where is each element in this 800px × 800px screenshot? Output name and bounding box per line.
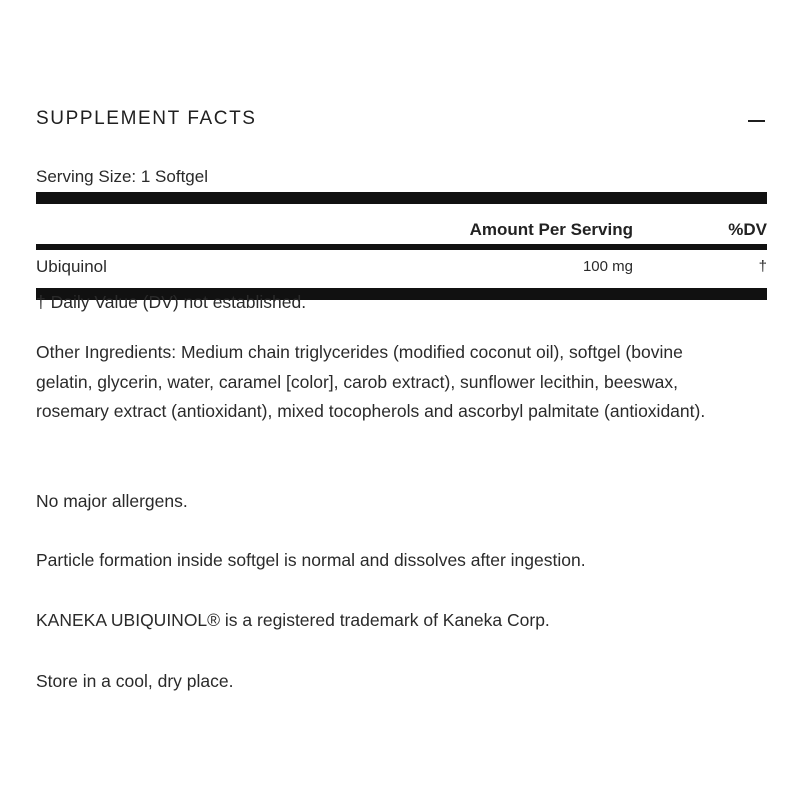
storage-instructions: Store in a cool, dry place. xyxy=(36,671,234,691)
nutrient-amount: 100 mg xyxy=(582,258,633,275)
other-ingredients: Other Ingredients: Medium chain triglycerides (modified coconut oil), softgel (bovine gelatin, glycerin, water, caramel [color], carob extract), sunflower lecithin, beeswax, rosemary extract (antioxidant), mixed tocopherols and ascorbyl palmitate (antioxidant). xyxy=(36,342,706,421)
amount-per-serving-header: Amount Per Serving xyxy=(469,220,633,239)
nutrient-name: Ubiquinol xyxy=(36,257,107,276)
table-row xyxy=(36,250,767,288)
dv-footnote: † Daily Value (DV) not established. xyxy=(36,292,307,312)
table-header-row xyxy=(36,204,767,244)
nutrient-dv: † xyxy=(758,258,767,275)
section-title: SUPPLEMENT FACTS xyxy=(36,108,257,129)
serving-size: Serving Size: 1 Softgel xyxy=(36,167,208,186)
supplement-facts-table xyxy=(36,192,767,300)
trademark-note: KANEKA UBIQUINOL® is a registered trademark of Kaneka Corp. xyxy=(36,610,550,630)
particle-note: Particle formation inside softgel is normal and dissolves after ingestion. xyxy=(36,550,586,570)
supplement-facts-accordion-header[interactable] xyxy=(36,104,766,134)
allergen-statement: No major allergens. xyxy=(36,491,188,511)
daily-value-header: %DV xyxy=(728,220,767,239)
table-top-rule xyxy=(36,192,767,204)
minus-icon[interactable] xyxy=(746,109,766,129)
